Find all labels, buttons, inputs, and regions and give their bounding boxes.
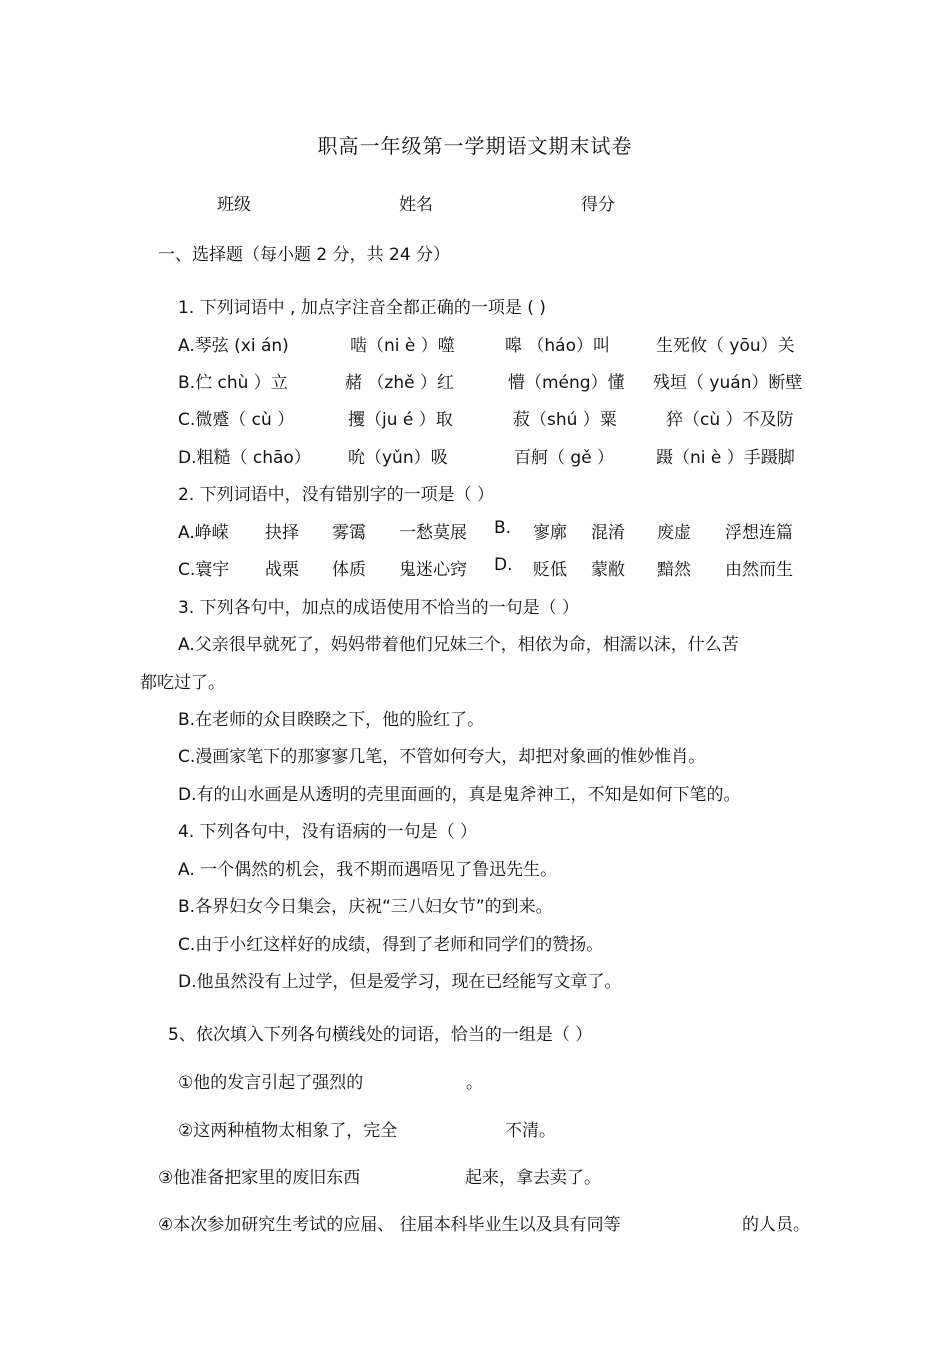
q2-option-letter: B. [494,518,512,538]
q1-c-option-2: 攫（ju é ）取 [348,410,453,430]
q1-b-option-4: 残垣（ yuán）断壁 [653,373,803,393]
q2-word: 黯然 [657,560,691,580]
score-label: 得分 [581,195,615,215]
q1-d-option-3: 百舸（ gě ） [514,448,615,468]
question-2-stem: 2. 下列词语中，没有错别字的一项是（ ） [178,485,495,505]
q4-option-c: C.由于小红这样好的成绩，得到了老师和同学们的赞扬。 [178,935,604,955]
q1-d-option-2: 吮（yǔn）吸 [348,448,448,468]
question-5-stem: 5、依次填入下列各句横线处的词语，恰当的一组是（ ） [168,1025,593,1045]
q2-word: 蒙敝 [591,560,625,580]
name-label: 姓名 [399,195,433,215]
q3-option-c: C.漫画家笔下的那寥寥几笔，不管如何夸大，却把对象画的惟妙惟肖。 [178,747,706,767]
q2-option-letter: D. [494,555,513,575]
q5-sentence-1-end: 。 [466,1073,483,1093]
q4-option-b: B.各界妇女今日集会，庆祝“三八妇女节”的到来。 [178,897,553,917]
section-heading: 一、选择题（每小题 2 分，共 24 分） [158,245,451,265]
q5-sentence-4: ④本次参加研究生考试的应届、 往届本科毕业生以及具有同等 [158,1215,621,1235]
q1-b-option-2: 赭 （zhě ）红 [345,373,454,393]
q1-d-option-1: D.粗糙（ chāo） [178,448,311,468]
q2-word: 战栗 [265,560,299,580]
q3-option-b: B.在老师的众目睽睽之下，他的脸红了。 [178,710,485,730]
q2-word: 雾霭 [332,523,366,543]
q2-word: 抉择 [265,523,299,543]
q2-word: 由然而生 [725,560,793,580]
q2-word: 贬低 [533,560,567,580]
q2-word: 寥廓 [533,523,567,543]
q1-b-option-3: 懵（méng）懂 [508,373,625,393]
q2-word: 体质 [332,560,366,580]
q1-c-option-3: 菽（shú ）粟 [513,410,617,430]
q5-sentence-3: ③他准备把家里的废旧东西 [158,1168,361,1188]
q1-a-option-3: 嗥 （háo）叫 [505,336,610,356]
q1-c-option-4: 猝（cù ）不及防 [666,410,794,430]
question-1-stem: 1. 下列词语中 , 加点字注音全都正确的一项是 ( ) [178,298,546,318]
q2-word: C.寰宇 [178,560,230,580]
class-label: 班级 [217,195,251,215]
q5-sentence-1: ①他的发言引起了强烈的 [178,1073,364,1093]
q1-d-option-4: 蹑（ni è ）手蹑脚 [656,448,795,468]
q1-c-option-1: C.微蹙（ cù ） [178,410,295,430]
q2-word: A.峥嵘 [178,523,229,543]
q5-sentence-2: ②这两种植物太相象了，完全 [178,1121,398,1141]
q4-option-d: D.他虽然没有上过学，但是爱学习，现在已经能写文章了。 [178,972,622,992]
q2-word: 一愁莫展 [399,523,467,543]
q1-a-option-2: 啮（ni è ）噬 [350,336,455,356]
q2-word: 废虚 [657,523,691,543]
q5-sentence-3-end: 起来，拿去卖了。 [465,1168,601,1188]
q2-word: 鬼迷心窍 [399,560,467,580]
q4-option-a: A. 一个偶然的机会，我不期而遇唔见了鲁迅先生。 [178,860,558,880]
q3-option-a-continued: 都吃过了。 [140,673,225,693]
q3-option-a: A.父亲很早就死了，妈妈带着他们兄妹三个，相依为命，相濡以沫，什么苦 [178,635,739,655]
q1-b-option-1: B.伫 chù ）立 [178,373,288,393]
q5-sentence-2-end: 不清。 [505,1121,556,1141]
question-4-stem: 4. 下列各句中，没有语病的一句是（ ） [178,822,478,842]
q1-a-option-1: A.琴弦 (xi án) [178,336,289,356]
q1-a-option-4: 生死攸（ yōu）关 [656,336,795,356]
page-title: 职高一年级第一学期语文期末试卷 [317,134,633,158]
q5-sentence-4-end: 的人员。 [742,1215,810,1235]
q2-word: 浮想连篇 [725,523,793,543]
q3-option-d: D.有的山水画是从透明的壳里面画的，真是鬼斧神工，不知是如何下笔的。 [178,785,741,805]
question-3-stem: 3. 下列各句中，加点的成语使用不恰当的一句是（ ） [178,598,580,618]
q2-word: 混淆 [591,523,625,543]
